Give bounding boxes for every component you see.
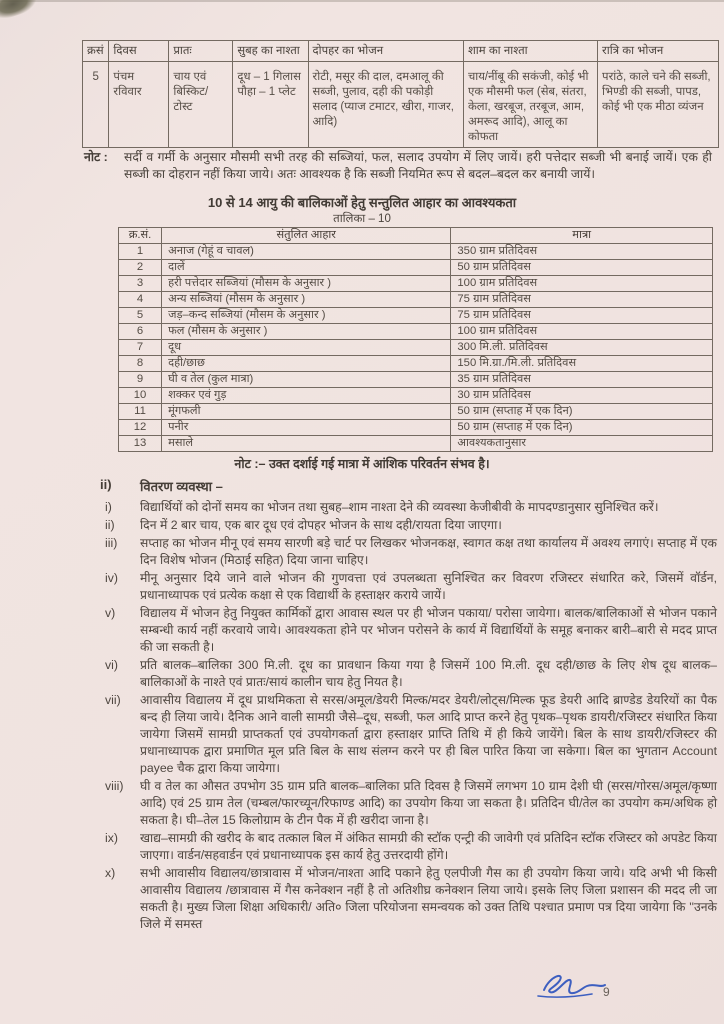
diet-cell-sno: 3 bbox=[119, 275, 162, 291]
item-number: vii) bbox=[105, 693, 121, 707]
diet-row-6 bbox=[119, 323, 713, 339]
diet-row-12 bbox=[119, 419, 713, 435]
item-text: घी व तेल का औसत उपभोग 35 ग्राम प्रति बालक–बालिका प्रति दिवस है जिसमें लगभग 10 ग्राम देशी घी (सरस/गोरस/अमूल/कृष्णा आदि) एवं 25 ग्राम तेल (चम्बल/फारच्यून/रिफाण्ड आदि) का उपयोग किया जा सकता है। प्रतिदिन घी/तेल का उपयोग कम/अधिक हो सकता है। घी–तेल 15 किलोग्राम के टीन पैक में ही खरीदा जाना है। bbox=[140, 779, 717, 827]
item-number: ii) bbox=[105, 518, 115, 532]
diet-row-11 bbox=[119, 403, 713, 419]
menu-note-text: सर्दी व गर्मी के अनुसार मौसमी सभी तरह की सब्जियां, फल, सलाद उपयोग में लिए जायें। हरी पत्तेदार सब्जी भी बनाई जायें। एक ही सब्जी का दोहरान नहीं किया जाये। अतः आवश्यक है कि सब्जी नियमित रूप से बदल–बदल कर बनायी जायें। bbox=[124, 150, 712, 181]
list-item bbox=[105, 778, 717, 829]
menu-header-dinner: रात्रि का भोजन bbox=[598, 41, 719, 62]
diet-cell-food: दालें bbox=[162, 259, 451, 275]
handwritten-signature bbox=[530, 968, 610, 1004]
list-item bbox=[105, 605, 717, 656]
diet-cell-sno: 13 bbox=[119, 435, 162, 451]
diet-cell-qty: 150 मि.ग्रा./मि.ली. प्रतिदिवस bbox=[451, 355, 713, 371]
balanced-diet-table bbox=[118, 227, 713, 452]
diet-row-3 bbox=[119, 275, 713, 291]
item-number: i) bbox=[105, 500, 112, 514]
diet-row-4 bbox=[119, 291, 713, 307]
diet-cell-food: मूंगफली bbox=[162, 403, 451, 419]
diet-row-7 bbox=[119, 339, 713, 355]
diet-row-10 bbox=[119, 387, 713, 403]
diet-cell-qty: 30 ग्राम प्रतिदिवस bbox=[451, 387, 713, 403]
list-item bbox=[105, 657, 717, 691]
menu-cell-dinner: परांठे, काले चने की सब्जी, भिण्डी की सब्जी, पापड, कोई भी एक मीठा व्यंजन bbox=[598, 61, 719, 147]
menu-header-evening-snack: शाम का नाश्ता bbox=[463, 41, 597, 62]
diet-cell-sno: 12 bbox=[119, 419, 162, 435]
diet-cell-sno: 4 bbox=[119, 291, 162, 307]
diet-cell-food: हरी पत्तेदार सब्जियां (मौसम के अनुसार ) bbox=[162, 275, 451, 291]
menu-cell-breakfast: दूध – 1 गिलास पौहा – 1 प्लेट bbox=[233, 61, 308, 147]
item-number: iv) bbox=[105, 571, 118, 585]
list-item bbox=[105, 830, 717, 864]
diet-cell-qty: 50 ग्राम (सप्ताह में एक दिन) bbox=[451, 403, 713, 419]
diet-row-2 bbox=[119, 259, 713, 275]
diet-row-5 bbox=[119, 307, 713, 323]
menu-note-label: नोट : bbox=[84, 150, 108, 164]
section-title: वितरण व्यवस्था – bbox=[140, 479, 223, 494]
diet-cell-qty: 75 ग्राम प्रतिदिवस bbox=[451, 291, 713, 307]
menu-cell-sno: 5 bbox=[83, 61, 109, 147]
item-text: प्रति बालक–बालिका 300 मि.ली. दूध का प्रावधान किया गया है जिसमें 100 मि.ली. दूध दही/छाछ के लिए शेष दूध बालक–बालिकाओं के नाश्ते एवं प्रातः/सायं कालीन चाय हेतु नियत है। bbox=[140, 658, 717, 689]
diet-header-sno: क्र.सं. bbox=[119, 228, 162, 244]
diet-cell-food: फल (मौसम के अनुसार ) bbox=[162, 323, 451, 339]
distribution-items-list bbox=[105, 499, 717, 934]
menu-header-morning: प्रातः bbox=[169, 41, 233, 62]
diet-cell-sno: 2 bbox=[119, 259, 162, 275]
diet-cell-sno: 5 bbox=[119, 307, 162, 323]
section-heading bbox=[100, 477, 700, 495]
diet-cell-sno: 8 bbox=[119, 355, 162, 371]
diet-cell-sno: 6 bbox=[119, 323, 162, 339]
list-item bbox=[105, 570, 717, 604]
diet-table-header-row bbox=[119, 228, 713, 244]
list-item bbox=[105, 535, 717, 569]
menu-cell-evening-snack: चाय/नींबू की सकंजी, कोई भी एक मौसमी फल (सेब, संतरा, केला, खरबूज, तरबूज, आम, अमरूद आदि), आलू का कोफता bbox=[463, 61, 597, 147]
list-item bbox=[105, 865, 717, 933]
menu-note bbox=[84, 149, 712, 182]
diet-table-subtitle: तालिका – 10 bbox=[333, 213, 391, 225]
item-text: मीनू अनुसार दिये जाने वाले भोजन की गुणवत्ता एवं उपलब्धता सुनिश्चित कर विवरण रजिस्टर संधारित करे, जिसमें वॉर्डन, प्रधानाध्यापक एवं प्रत्येक कक्षा से एक विद्यार्थी के हस्ताक्षर कराये जायें। bbox=[140, 571, 717, 602]
diet-header-qty: मात्रा bbox=[451, 228, 713, 244]
diet-cell-food: अन्य सब्जियां (मौसम के अनुसार ) bbox=[162, 291, 451, 307]
diet-cell-sno: 9 bbox=[119, 371, 162, 387]
diet-row-13 bbox=[119, 435, 713, 451]
menu-header-breakfast: सुबह का नाश्ता bbox=[233, 41, 308, 62]
diet-cell-food: शक्कर एवं गुड़ bbox=[162, 387, 451, 403]
menu-table-header-row bbox=[83, 41, 719, 62]
item-text: विद्यार्थियों को दोनों समय का भोजन तथा सुबह–शाम नाश्ता देने की व्यवस्था केजीबीवी के मापदण्डानुसार सुनिश्चित करें। bbox=[140, 500, 659, 514]
diet-table-title: 10 से 14 आयु की बालिकाओं हेतु सन्तुलित आहार का आवश्यकता bbox=[207, 195, 517, 210]
diet-cell-sno: 1 bbox=[119, 243, 162, 259]
menu-table-row bbox=[83, 61, 719, 147]
item-number: ix) bbox=[105, 831, 118, 845]
diet-cell-food: दूध bbox=[162, 339, 451, 355]
diet-cell-qty: 50 ग्राम (सप्ताह में एक दिन) bbox=[451, 419, 713, 435]
diet-cell-food: पनीर bbox=[162, 419, 451, 435]
diet-cell-sno: 10 bbox=[119, 387, 162, 403]
diet-table-note: नोट :– उक्त दर्शाई गई मात्रा में आंशिक परिवर्तन संभव है। bbox=[234, 457, 490, 471]
menu-cell-day: पंचम रविवार bbox=[109, 61, 169, 147]
diet-cell-sno: 7 bbox=[119, 339, 162, 355]
diet-row-8 bbox=[119, 355, 713, 371]
diet-cell-food: जड़–कन्द सब्जियां (मौसम के अनुसार ) bbox=[162, 307, 451, 323]
diet-cell-qty: 75 ग्राम प्रतिदिवस bbox=[451, 307, 713, 323]
diet-cell-qty: 350 ग्राम प्रतिदिवस bbox=[451, 243, 713, 259]
item-text: दिन में 2 बार चाय, एक बार दूध एवं दोपहर भोजन के साथ दही/रायता दिया जाएगा। bbox=[140, 518, 502, 532]
diet-cell-sno: 11 bbox=[119, 403, 162, 419]
item-text: आवासीय विद्यालय में दूध प्राथमिकता से सरस/अमूल/डेयरी मिल्क/मदर डेयरी/लोट्स/मिल्क फूड डेयरी आदि ब्राण्डेड डेयरियों का पैक बन्द ही लिया जाये। दैनिक आने वाली सामग्री जैसे–दूध, सब्जी, फल आदि प्राप्त करने हेतु पृथक–पृथक डायरी/रजिस्टर संधारित किया जायेगा जिसमें सामग्री प्राप्तकर्ता एवं उपयोगकर्ता द्वारा हस्ताक्षर प्राप्ति तिथि में ही किये जायेंगे। बिल के साथ डायरी/रजिस्टर की प्रधानाध्यापक द्वारा प्रमाणित मूल प्रति बिल के साथ संलग्न करने पर ही बिल पारित किया जा सकेगा। बिल का भुगतान Account payee चैक द्वारा किया जायेगा। bbox=[140, 693, 717, 775]
scan-edge-artifact bbox=[0, 0, 724, 2]
item-text: विद्यालय में भोजन हेतु नियुक्त कार्मिकों द्वारा आवास स्थल पर ही भोजन पकाया/ परोसा जायेगा। बालक/बालिकाओं से भोजन पकाने सम्बन्धी कार्य नहीं करवाये जाये। आवश्यकता होने पर भोजन परोसने के कार्य में विद्यार्थियों के समूह बनाकर बारी–बारी से मदद प्राप्त की जा सकती है। bbox=[140, 606, 717, 654]
page-number: 9 bbox=[603, 985, 610, 999]
menu-header-sno: क्रसं bbox=[83, 41, 109, 62]
list-item bbox=[105, 692, 717, 777]
scan-corner-smudge bbox=[0, 0, 39, 23]
diet-cell-qty: आवश्यकतानुसार bbox=[451, 435, 713, 451]
diet-cell-qty: 300 मि.ली. प्रतिदिवस bbox=[451, 339, 713, 355]
weekly-menu-table bbox=[82, 40, 719, 148]
diet-header-food: संतुलित आहार bbox=[162, 228, 451, 244]
item-text: सप्ताह का भोजन मीनू एवं समय सारणी बड़े चार्ट पर लिखकर भोजनकक्ष, स्वागत कक्ष तथा कार्यालय में अवश्य लगाएं। सप्ताह में एक दिन विशेष भोजन (मिठाई सहित) दिया जाना चाहिए। bbox=[140, 536, 717, 567]
item-text: खाद्य–सामग्री की खरीद के बाद तत्काल बिल में अंकित सामग्री की स्टॉक एन्ट्री की जावेगी एवं प्रतिदिन स्टॉक रजिस्टर को अपडेट किया जाएगा। वार्डन/सहवार्डन एवं प्रधानाध्यापक इस कार्य हेतु उत्तरदायी होंगे। bbox=[140, 831, 717, 862]
diet-cell-food: घी व तेल (कुल मात्रा) bbox=[162, 371, 451, 387]
list-item bbox=[105, 499, 717, 516]
diet-cell-qty: 50 ग्राम प्रतिदिवस bbox=[451, 259, 713, 275]
diet-cell-food: दही/छाछ bbox=[162, 355, 451, 371]
diet-cell-qty: 100 ग्राम प्रतिदिवस bbox=[451, 275, 713, 291]
item-number: v) bbox=[105, 606, 116, 620]
menu-header-day: दिवस bbox=[109, 41, 169, 62]
item-number: viii) bbox=[105, 779, 124, 793]
menu-header-lunch: दोपहर का भोजन bbox=[308, 41, 463, 62]
item-number: x) bbox=[105, 866, 116, 880]
menu-cell-lunch: रोटी, मसूर की दाल, दमआलू की सब्जी, पुलाव, दही की पकोड़ी सलाद (प्याज टमाटर, खीरा, गाजर, आदि) bbox=[308, 61, 463, 147]
diet-cell-qty: 100 ग्राम प्रतिदिवस bbox=[451, 323, 713, 339]
diet-row-1 bbox=[119, 243, 713, 259]
section-number: ii) bbox=[100, 477, 112, 492]
item-number: vi) bbox=[105, 658, 118, 672]
list-item bbox=[105, 517, 717, 534]
menu-cell-morning: चाय एवं बिस्किट/ टोस्ट bbox=[169, 61, 233, 147]
diet-cell-food: मसाले bbox=[162, 435, 451, 451]
item-number: iii) bbox=[105, 536, 118, 550]
item-text: सभी आवासीय विद्यालय/छात्रावास में भोजन/नाश्ता आदि पकाने हेतु एलपीजी गैस का ही उपयोग किया जाये। यदि अभी भी किसी आवासीय विद्यालय /छात्रावास में गैस कनेक्शन नहीं है तो अतिशीघ्र कनेक्शन लिया जाये। इसके लिए जिला प्रशासन की मदद ली जा सकती है। मुख्य जिला शिक्षा अधिकारी/ अति० जिला परियोजना समन्वयक को उक्त तिथि पश्चात प्रमाण पत्र दिया जायेगा कि ''उनके जिले में समस्त bbox=[140, 866, 717, 931]
diet-cell-food: अनाज (गेहूं व चावल) bbox=[162, 243, 451, 259]
diet-row-9 bbox=[119, 371, 713, 387]
diet-cell-qty: 35 ग्राम प्रतिदिवस bbox=[451, 371, 713, 387]
